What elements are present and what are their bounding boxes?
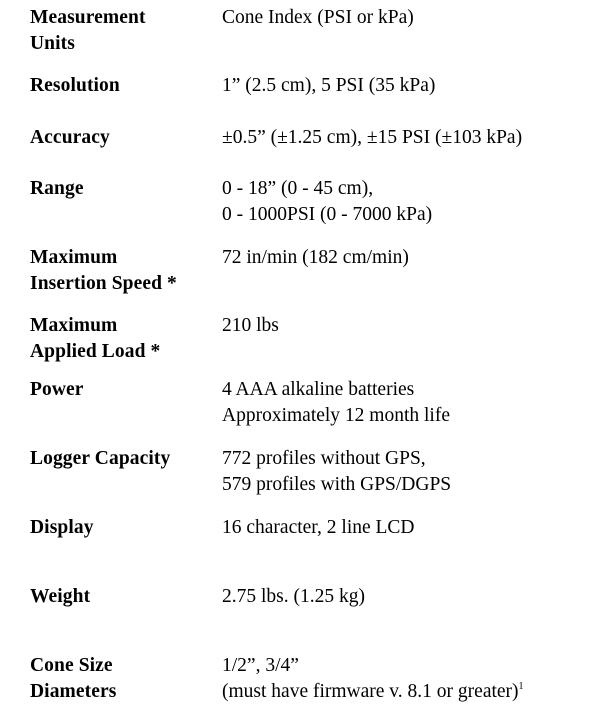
spec-value-line: 0 - 18” (0 - 45 cm),	[222, 178, 374, 199]
spec-value-line: 579 profiles with GPS/DGPS	[222, 474, 452, 495]
spec-label-line: Cone Size	[30, 655, 113, 676]
spec-label	[30, 245, 215, 297]
spec-label-line: Maximum	[30, 315, 118, 336]
spec-value	[222, 176, 606, 228]
spec-label	[30, 73, 215, 99]
spec-value	[222, 584, 606, 610]
spec-label-line: Maximum	[30, 247, 118, 268]
spec-label	[30, 125, 215, 151]
spec-label-line: Weight	[30, 586, 91, 607]
spec-value	[222, 245, 606, 271]
spec-value-line: 1” (2.5 cm), 5 PSI (35 kPa)	[222, 75, 436, 96]
spec-value-line: 72 in/min (182 cm/min)	[222, 247, 409, 268]
spec-value	[222, 515, 606, 541]
spec-label-line: Power	[30, 379, 84, 400]
spec-label-line: Display	[30, 517, 94, 538]
spec-label	[30, 584, 215, 610]
spec-value	[222, 5, 606, 31]
spec-value-line: 16 character, 2 line LCD	[222, 517, 415, 538]
spec-value	[222, 73, 606, 99]
footnote-marker: 1	[518, 681, 524, 692]
spec-value	[222, 125, 606, 151]
spec-label	[30, 313, 215, 365]
spec-value-line: Cone Index (PSI or kPa)	[222, 7, 414, 28]
spec-label	[30, 653, 215, 705]
spec-value-line: ±0.5” (±1.25 cm), ±15 PSI (±103 kPa)	[222, 127, 523, 148]
spec-label-line: Logger Capacity	[30, 448, 171, 469]
spec-label	[30, 515, 215, 541]
spec-value-line: 4 AAA alkaline batteries	[222, 379, 415, 400]
spec-value-line	[222, 679, 606, 705]
spec-value-line: 2.75 lbs. (1.25 kg)	[222, 586, 365, 607]
spec-label-line: Insertion Speed *	[30, 273, 177, 294]
spec-value-line: 772 profiles without GPS,	[222, 448, 426, 469]
spec-label-line: Accuracy	[30, 127, 110, 148]
spec-value	[222, 377, 606, 429]
spec-value-line: 1/2”, 3/4”	[222, 655, 299, 676]
spec-label-line: Resolution	[30, 75, 120, 96]
spec-value	[222, 446, 606, 498]
spec-label-line: Applied Load *	[30, 341, 161, 362]
spec-value	[222, 313, 606, 339]
spec-label-line: Range	[30, 178, 84, 199]
spec-label-line: Measurement	[30, 7, 146, 28]
spec-label	[30, 5, 215, 57]
spec-label	[30, 446, 215, 472]
spec-label-line: Units	[30, 33, 75, 54]
spec-value-line: 210 lbs	[222, 315, 279, 336]
spec-label-line: Diameters	[30, 681, 117, 702]
spec-value	[222, 653, 606, 705]
spec-label	[30, 176, 215, 202]
spec-label	[30, 377, 215, 403]
spec-value-line: Approximately 12 month life	[222, 405, 451, 426]
firmware-note: (must have firmware v. 8.1 or greater)	[222, 681, 519, 702]
spec-value-line: 0 - 1000PSI (0 - 7000 kPa)	[222, 204, 433, 225]
